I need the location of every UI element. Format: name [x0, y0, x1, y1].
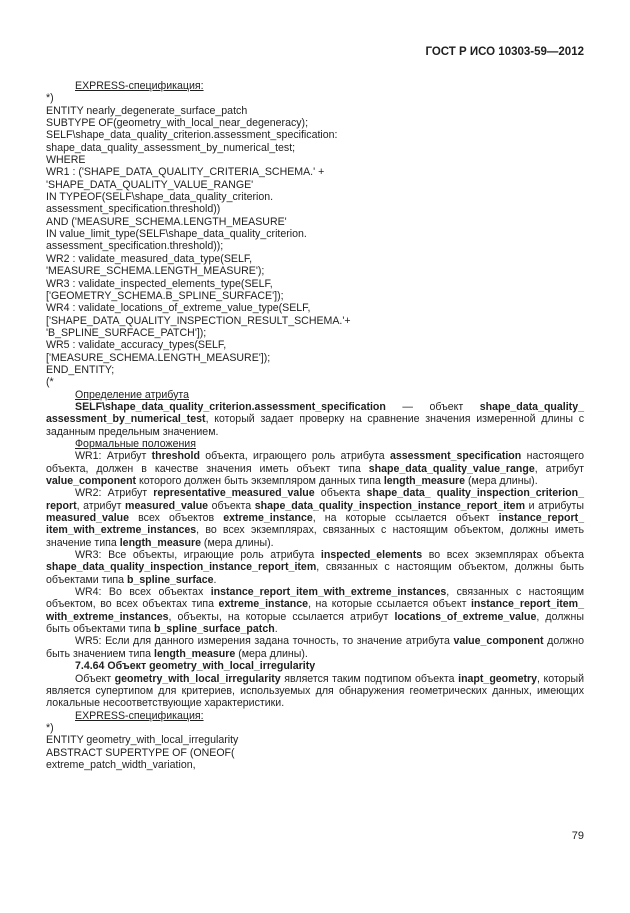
page-number: 79 [571, 830, 584, 842]
bold-term: instance_report_item_ with_extreme_instances [46, 598, 584, 623]
section-title: 7.4.64 Объект geometry_with_local_irregularity [75, 660, 316, 673]
text-run: , должны быть объектами типа [46, 610, 584, 636]
bold-term: measured_value [125, 499, 209, 512]
code-line: SUBTYPE OF(geometry_with_local_near_degeneracy); [46, 117, 309, 130]
text-run: (мера длины). [465, 475, 538, 487]
text-run: объекта [314, 487, 367, 500]
code-line: SELF\shape_data_quality_criterion.assessment_specification: [46, 129, 338, 142]
text-run: . [213, 573, 217, 586]
bold-term: extreme_instance [218, 598, 309, 611]
code-line: WR3 : validate_inspected_elements_type(SELF, [46, 277, 273, 290]
rule-wr3 [46, 549, 584, 586]
text-run: Объект [75, 672, 115, 685]
text-run: является таким подтипом объекта [280, 672, 459, 685]
express-spec-heading-2: EXPRESS-спецификация: [75, 709, 204, 722]
standard-designation: ГОСТ Р ИСО 10303-59—2012 [425, 46, 584, 58]
bold-term: length_measure [154, 647, 236, 660]
text-run: (мера длины). [200, 536, 274, 549]
text-run: WR4: Во всех объектах [75, 586, 211, 599]
bold-term: shape_data_ quality_inspection_criterion_ report [46, 487, 584, 512]
code-line: ABSTRACT SUPERTYPE OF (ONEOF( [46, 746, 235, 759]
text-run: которого должен быть экземпляром данных типа [136, 475, 384, 487]
bold-term: threshold [151, 450, 200, 463]
formal-propositions-heading: Формальные положения [75, 437, 196, 450]
code-line: WR5 : validate_accuracy_types(SELF, [46, 339, 227, 352]
code-line: IN value_limit_type(SELF\shape_data_quality_criterion. [46, 228, 307, 241]
bold-term: assessment_specification [389, 450, 522, 463]
bold-term: b_spline_surface [126, 573, 214, 586]
text-run: , связанных с настоящим объектом, должны быть объектами типа [46, 561, 584, 586]
text-run: , который задает проверку на сравнение значения измеренной длины с заданным предельным значением. [46, 413, 584, 438]
code-line: ENTITY geometry_with_local_irregularity [46, 734, 239, 747]
code-line: 'B_SPLINE_SURFACE_PATCH']); [46, 326, 207, 339]
text-run: всех объектов [129, 512, 224, 525]
rule-wr1 [46, 450, 584, 487]
text-run: (мера длины). [235, 647, 308, 660]
code-line: assessment_specification.threshold)); [46, 240, 224, 253]
code-line: assessment_specification.threshold)) [46, 203, 221, 216]
text-run: , который является супертипом для критериев, используемых для обнаружения геометрических данных, имеющих локальные несоответствующие характеристики. [46, 672, 584, 710]
text-run: — объект [385, 400, 480, 413]
text-run: должно быть значением типа [46, 635, 584, 660]
text-run: WR5: Если для данного измерения задана точность, то значение атрибута [75, 635, 454, 648]
bold-term: instance_report_item_with_extreme_instances [210, 586, 447, 599]
text-run: . [274, 623, 278, 636]
bold-term: measured_value [46, 512, 130, 525]
rule-wr5 [46, 635, 584, 660]
bold-term: instance_report_ item_with_extreme_instances [46, 512, 585, 537]
text-run: и атрибуты [524, 499, 584, 512]
code-line: *) [46, 92, 54, 105]
bold-term: geometry_with_local_irregularity [114, 672, 281, 685]
text-run: , атрибут [534, 462, 584, 475]
bold-term: locations_of_extreme_value [394, 610, 537, 623]
bold-term: length_measure [383, 475, 466, 487]
code-line: WR1 : ('SHAPE_DATA_QUALITY_CRITERIA_SCHEMA.' + [46, 166, 325, 179]
rule-wr2 [46, 487, 584, 549]
bold-term: shape_data_quality_ assessment_by_numerical_test [46, 400, 584, 426]
bold-term: SELF\shape_data_quality_criterion.assessment_specification [75, 400, 386, 413]
text-run: , на которые ссылается объект [312, 512, 499, 525]
code-line: AND ('MEASURE_SCHEMA.LENGTH_MEASURE' [46, 215, 287, 228]
bold-term: value_component [453, 635, 544, 648]
bold-term: inspected_elements [320, 549, 423, 562]
text-run: , атрибут [76, 499, 126, 512]
text-run: , на которые ссылается объект [308, 598, 471, 611]
text-run: настоящего объекта, должен в качестве значения иметь объект типа [46, 450, 585, 475]
code-line: IN TYPEOF(SELF\shape_data_quality_criterion. [46, 191, 274, 204]
text-run: во всех экземплярах объекта [422, 549, 584, 562]
code-line: extreme_patch_width_variation, [46, 758, 196, 771]
attribute-definition-heading: Определение атрибута [75, 388, 190, 401]
code-line: ['GEOMETRY_SCHEMA.B_SPLINE_SURFACE']); [46, 289, 284, 302]
code-line: ['SHAPE_DATA_QUALITY_INSPECTION_RESULT_SCHEMA.'+ [46, 314, 351, 327]
express-code-block-2 [46, 722, 584, 771]
text-run: объекта [208, 499, 255, 512]
code-line: shape_data_quality_assessment_by_numerical_test; [46, 141, 296, 154]
code-line: *) [46, 721, 54, 734]
text-run: , объекты, на которые ссылается атрибут [168, 610, 395, 623]
express-spec-heading: EXPRESS-спецификация: [75, 80, 204, 92]
code-line: WR2 : validate_measured_data_type(SELF, [46, 252, 253, 265]
bold-term: shape_data_quality_inspection_instance_report_item [46, 561, 317, 574]
code-line: WR4 : validate_locations_of_extreme_value_type(SELF, [46, 302, 311, 315]
code-line: 'SHAPE_DATA_QUALITY_VALUE_RANGE' [46, 178, 254, 191]
document-body [46, 80, 584, 771]
express-code-block [46, 92, 584, 388]
code-line: (* [46, 376, 54, 389]
bold-term: value_component [46, 475, 137, 487]
text-run: , связанных с настоящим объектом, во всех объектах типа [46, 586, 584, 611]
code-line: 'MEASURE_SCHEMA.LENGTH_MEASURE'); [46, 265, 265, 278]
section-description [46, 673, 584, 710]
text-run: WR2: Атрибут [75, 487, 154, 500]
bold-term: b_spline_surface_patch [153, 623, 275, 636]
text-run: WR1: Атрибут [75, 450, 152, 463]
text-run: WR3: Все объекты, играющие роль атрибута [75, 549, 321, 562]
bold-term: inapt_geometry [458, 672, 538, 685]
bold-term: length_measure [119, 536, 201, 549]
bold-term: shape_data_quality_value_range [368, 462, 535, 475]
code-line: WHERE [46, 154, 86, 167]
code-line: END_ENTITY; [46, 363, 115, 376]
text-run: объекта, играющего роль атрибута [199, 450, 390, 463]
bold-term: shape_data_quality_inspection_instance_report_item [254, 499, 525, 512]
code-line: ['MEASURE_SCHEMA.LENGTH_MEASURE']); [46, 351, 271, 364]
attribute-definition-paragraph [46, 401, 584, 438]
text-run: , во всех экземплярах, связанных с настоящим объектом, должны иметь значение типа [46, 524, 584, 549]
rule-wr4 [46, 586, 584, 635]
bold-term: extreme_instance [223, 512, 313, 525]
bold-term: representative_measured_value [153, 487, 315, 500]
code-line: ENTITY nearly_degenerate_surface_patch [46, 104, 248, 117]
